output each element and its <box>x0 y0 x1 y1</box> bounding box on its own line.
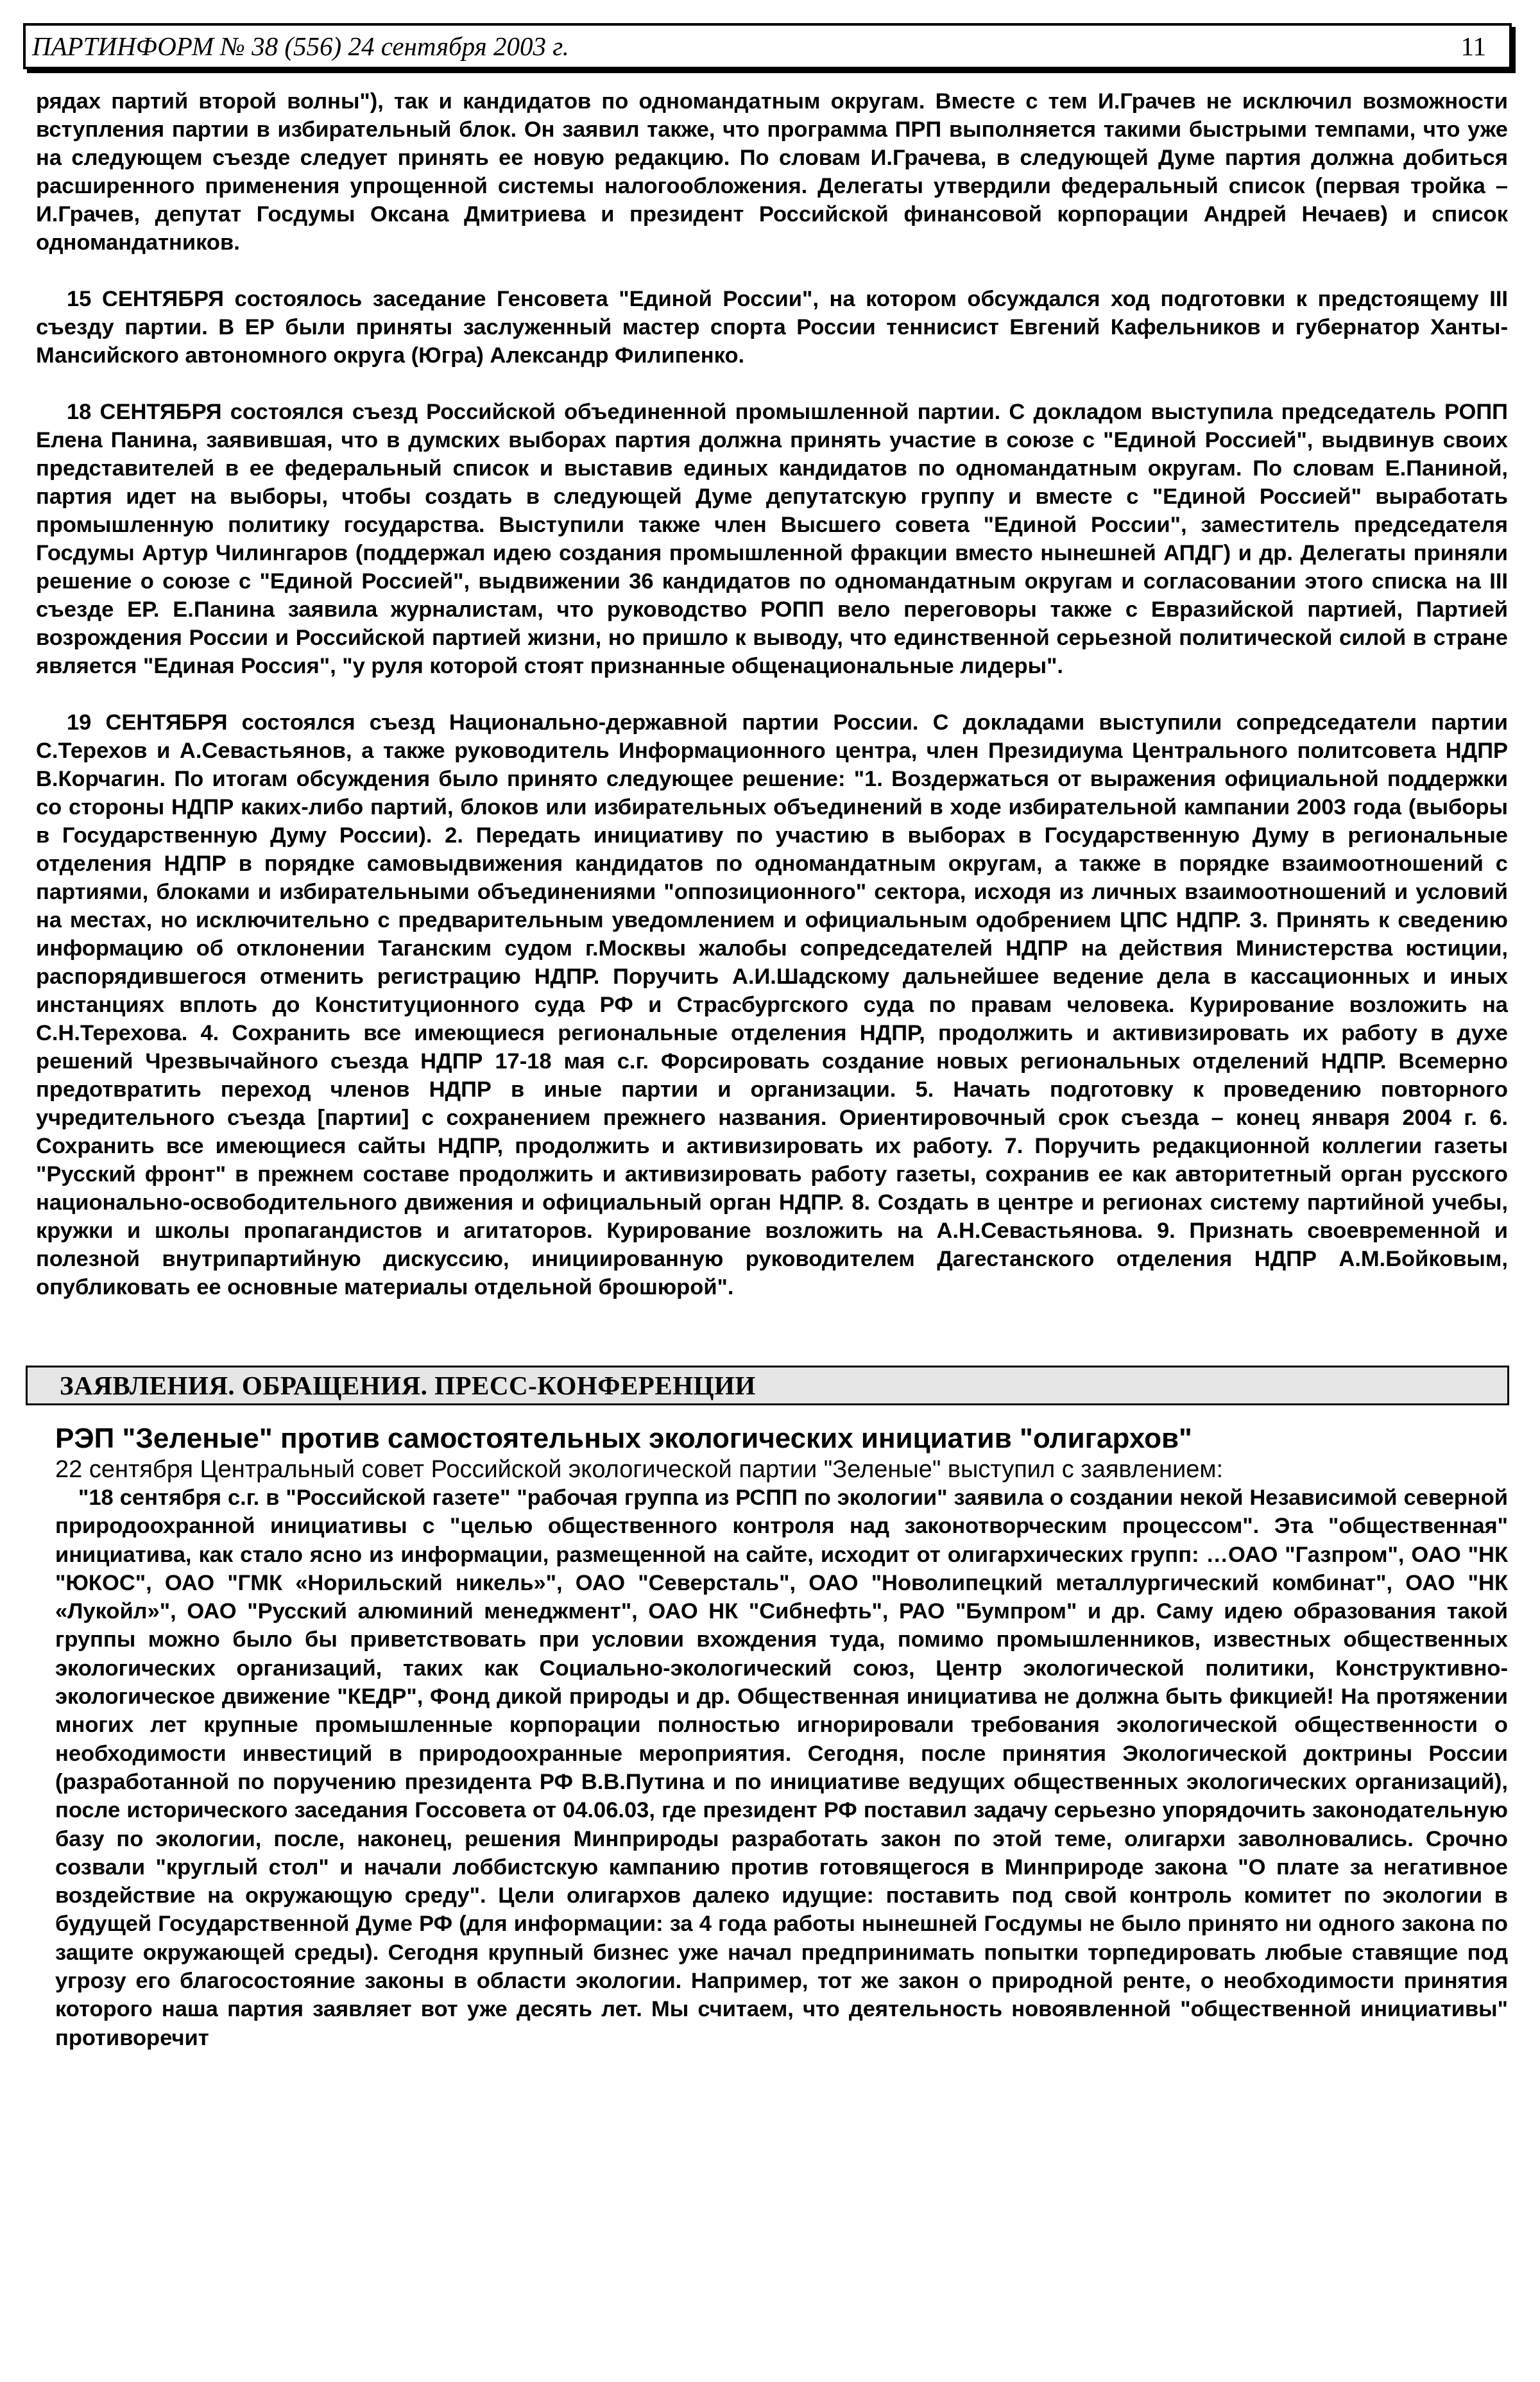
news-paragraph-sept-18 <box>36 398 1508 680</box>
running-header <box>23 23 1512 69</box>
paragraph-text: рядах партий второй волны"), так и кандидатов по одномандатным округам. Вместе с тем И.Грачев не исключил возможности вступления партии в избирательный блок. Он заявил также, что программа ПРП выполняется такими быстрыми темпами, что уже на следующем съезде следует принять ее новую редакцию. По словам И.Грачева, в следующей Думе партия должна добиться расширенного применения упрощенной системы налогообложения. Делегаты утвердили федеральный список (первая тройка – И.Грачев, депутат Госдумы Оксана Дмитриева и президент Российской финансовой корпорации Андрей Нечаев) и список одномандатников. <box>36 89 1508 255</box>
section-title: ЗАЯВЛЕНИЯ. ОБРАЩЕНИЯ. ПРЕСС-КОНФЕРЕНЦИИ <box>60 1371 756 1400</box>
article-headline: РЭП "Зеленые" против самостоятельных экологических инициатив "олигархов" <box>55 1423 1192 1454</box>
publication-title: ПАРТИНФОРМ № 38 (556) 24 сентября 2003 г. <box>32 31 569 61</box>
article-body-lead: "18 сентября <box>78 1486 222 1510</box>
news-paragraph-sept-15 <box>36 285 1508 370</box>
news-paragraph-sept-19 <box>36 708 1508 1301</box>
date-lead: 19 СЕНТЯБРЯ <box>67 710 228 735</box>
news-paragraph-continuation <box>36 87 1508 257</box>
article-body <box>55 1484 1508 2052</box>
article-lead: 22 сентября Центральный совет Российской экологической партии "Зеленые" выступил с заявлением: <box>55 1456 1224 1483</box>
article-body-text: с.г. в "Российской газете" "рабочая группа из РСПП по экологии" заявила о создании некой Независимой северной природоохранной инициативы с "целью общественного контроля над законотворческим процессом". Эта "общественная" инициатива, как стало ясно из информации, размещенной на сайте, исходит от олигархических групп: …ОАО "Газпром", ОАО "НК "ЮКОС", ОАО "ГМК «Норильский никель»", ОАО "Северсталь", ОАО "Новолипецкий металлургический комбинат", ОАО "НК «Лукойл»", ОАО "Русский алюминий менеджмент", ОАО НК "Сибнефть", РАО "Бумпром" и др. Саму идею образования такой группы можно было бы приветствовать при условии вхождения туда, помимо промышленников, известных общественных экологических организаций, таких как Социально-экологический союз, Центр экологической политики, Конструктивно-экологическое движение "КЕДР", Фонд дикой природы и др. Общественная инициатива не должна быть фикцией! На протяжении многих лет крупные промышленные корпорации полностью игнорировали требования экологической общественности о необходимости инвестиций в природоохранные мероприятия. Сегодня, после принятия Экологической доктрины России (разработанной по поручению президента РФ В.В.Путина и по инициативе ведущих общественных экологических организаций), после исторического заседания Госсовета от 04.06.03, где президент РФ поставил задачу серьезно упорядочить законодательную базу по экологии, после, наконец, решения Минприроды разработать закон по этой теме, олигархи заволновались. Срочно созвали "круглый стол" и начали лоббистскую кампанию против готовящегося в Минприроде закона "О плате за негативное воздействие на окружающую среду". Цели олигархов далеко идущие: поставить под свой контроль комитет по экологии в будущей Государственной Думе РФ (для информации: за 4 года работы нынешней Госдумы не было принято ни одного закона по защите окружающей среды). Сегодня крупный бизнес уже начал предпринимать попытки торпедировать любые ставящие под угрозу его благосостояние законы в области экологии. Например, тот же закон о природной ренте, о необходимости принятия которого наша партия заявляет вот уже десять лет. Мы считаем, что деятельность новоявленной "общественной инициативы" противоречит <box>55 1486 1508 2050</box>
paragraph-text: состоялся съезд Национально-державной партии России. С докладами выступили сопредседатели партии С.Терехов и А.Севастьянов, а также руководитель Информационного центра, член Президиума Центрального политсовета НДПР В.Корчагин. По итогам обсуждения было принято следующее решение: "1. Воздержаться от выражения официальной поддержки со стороны НДПР каких-либо партий, блоков или избирательных объединений в ходе избирательной кампании 2003 года (выборы в Государственную Думу России). 2. Передать инициативу по участию в выборах в Государственную Думу в региональные отделения НДПР в порядке самовыдвижения кандидатов по одномандатным округам, а также в порядке взаимоотношений с партиями, блоками и избирательными объединениями "оппозиционного" сектора, исходя из личных взаимоотношений и условий на местах, но исключительно с предварительным уведомлением и официальным одобрением ЦПС НДПР. 3. Принять к сведению информацию об отклонении Таганским судом г.Москвы жалобы сопредседателей НДПР на действия Министерства юстиции, распорядившегося отменить регистрацию НДПР. Поручить А.И.Шадскому дальнейшее ведение дела в кассационных и иных инстанциях вплоть до Конституционного суда РФ и Страсбургского суда по правам человека. Курирование возложить на С.Н.Терехова. 4. Сохранить все имеющиеся региональные отделения НДПР, продолжить и активизировать их работу в духе решений Чрезвычайного съезда НДПР 17-18 мая с.г. Форсировать создание новых региональных отделений НДПР. Всемерно предотвратить переход членов НДПР в иные партии и организации. 5. Начать подготовку к проведению повторного учредительного съезда [партии] с сохранением прежнего названия. Ориентировочный срок съезда – конец января 2004 г. 6. Сохранить все имеющиеся сайты НДПР, продолжить и активизировать их работу. 7. Поручить редакционной коллегии газеты "Русский фронт" в прежнем составе продолжить и активизировать работу газеты, сохранив ее как авторитетный орган русского национально-освободительного движения и официальный орган НДПР. 8. Создать в центре и регионах систему партийной учебы, кружки и школы пропагандистов и агитаторов. Курирование возложить на А.Н.Севастьянова. 9. Признать своевременной и полезной внутрипартийную дискуссию, инициированную руководителем Дагестанского отделения НДПР А.М.Бойковым, опубликовать ее основные материалы отдельной брошюрой". <box>36 710 1508 1299</box>
date-lead: 15 СЕНТЯБРЯ <box>67 287 224 311</box>
page-number: 11 <box>1460 31 1486 61</box>
newsletter-page <box>23 23 1512 2052</box>
section-heading-bar <box>26 1366 1509 1405</box>
paragraph-text: состоялось заседание Генсовета "Единой России", на котором обсуждался ход подготовки к предстоящему III съезду партии. В ЕР были приняты заслуженный мастер спорта России теннисист Евгений Кафельников и губернатор Ханты-Мансийского автономного округа (Югра) Александр Филипенко. <box>36 287 1508 368</box>
article <box>23 1422 1512 2052</box>
date-lead: 18 СЕНТЯБРЯ <box>67 400 222 424</box>
news-column <box>23 87 1512 1301</box>
paragraph-text: состоялся съезд Российской объединенной промышленной партии. С докладом выступила председатель РОПП Елена Панина, заявившая, что в думских выборах партия должна принять участие в союзе с "Единой Россией", выдвинув своих представителей в ее федеральный список и выставив единых кандидатов по одномандатным округам. По словам Е.Паниной, партия идет на выборы, чтобы создать в следующей Думе депутатскую группу и вместе с "Единой Россией" выработать промышленную политику государства. Выступили также член Высшего совета "Единой России", заместитель председателя Госдумы Артур Чилингаров (поддержал идею создания промышленной фракции вместо нынешней АПДГ) и др. Делегаты приняли решение о союзе с "Единой Россией", выдвижении 36 кандидатов по одномандатным округам и согласовании этого списка на III съезде ЕР. Е.Панина заявила журналистам, что руководство РОПП вело переговоры также с Евразийской партией, Партией возрождения России и Российской партией жизни, но пришло к выводу, что единственной серьезной политической силой в стране является "Единая Россия", "у руля которой стоят признанные общенациональные лидеры". <box>36 400 1508 678</box>
